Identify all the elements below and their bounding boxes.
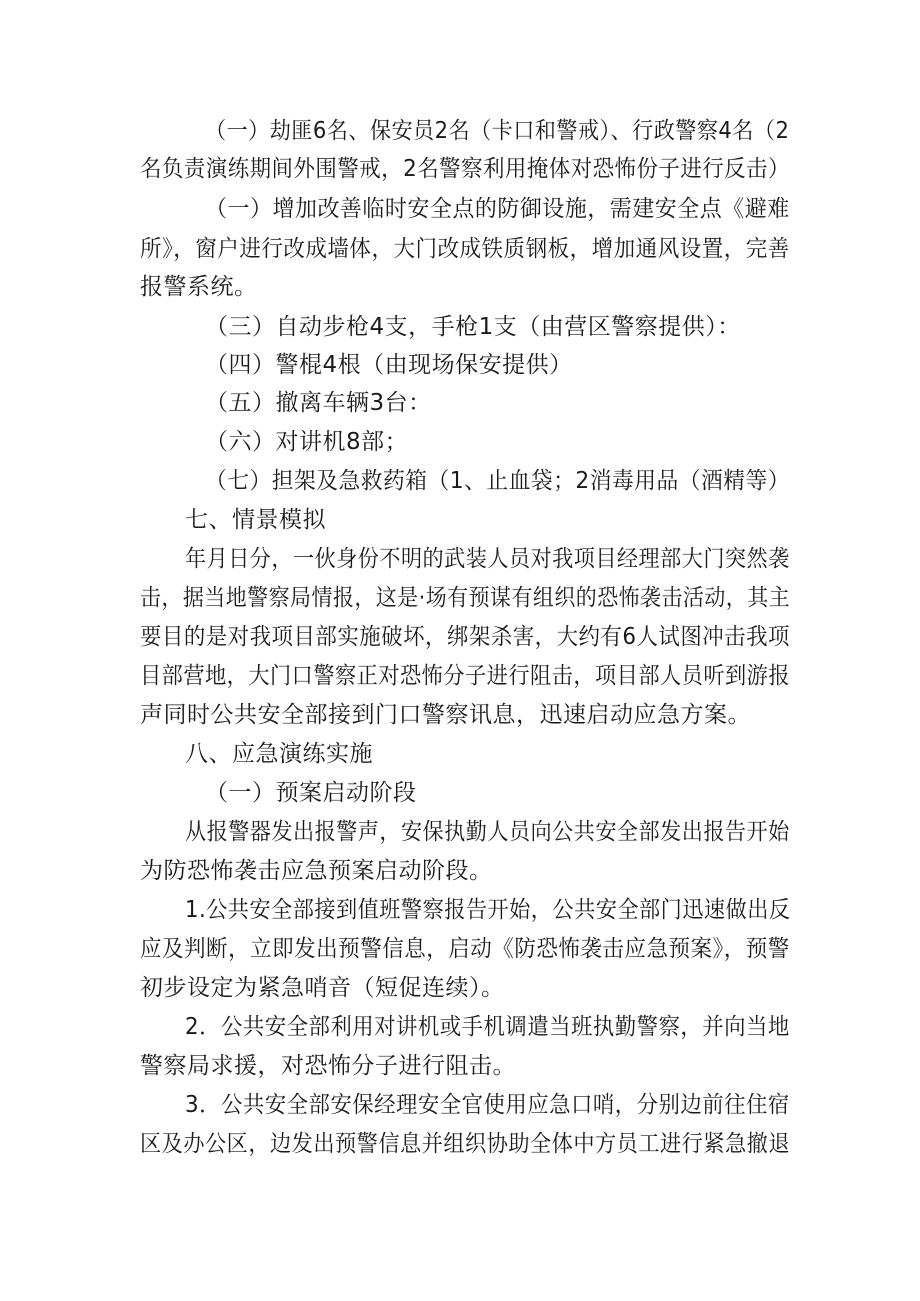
- paragraph-line: （一）增加改善临时安全点的防御设施，需建安全点《避难: [205, 196, 790, 222]
- paragraph-line: 3．公共安全部安保经理安全官使用应急口哨，分别边前往住宿: [185, 1092, 790, 1118]
- section-heading: 八、应急演练实施: [185, 741, 373, 767]
- paragraph-line: 击，据当地警察局情报，这是·场有预谋有组织的恐怖袭击活动，其主: [140, 585, 791, 611]
- paragraph-line: 报警系统。: [140, 274, 258, 300]
- paragraph-line: 1.公共安全部接到值班警察报告开始，公共安全部门迅速做出反: [185, 897, 791, 923]
- paragraph-line: （六）对讲机8部；: [205, 429, 409, 455]
- paragraph-line: 初步设定为紧急哨音（短促连续）。: [140, 975, 505, 1001]
- paragraph-line: 警察局求援，对恐怖分子进行阻击。: [140, 1053, 516, 1079]
- paragraph-line: 从报警器发出报警声，安保执勤人员向公共安全部发出报告开始: [185, 819, 790, 845]
- paragraph-line: 声同时公共安全部接到门口警察讯息，迅速启动应急方案。: [140, 702, 751, 728]
- paragraph-line: 所》，窗户进行改成墙体，大门改成铁质钢板，增加通风设置，完善: [140, 236, 790, 262]
- paragraph-line: 目部营地，大门口警察正对恐怖分子进行阻击，项目部人员听到游报: [140, 663, 791, 689]
- subsection-heading: （一）预案启动阶段: [205, 780, 417, 806]
- paragraph-line: 名负责演练期间外围警戒，2名警察利用掩体对恐怖份子进行反击）: [140, 156, 790, 182]
- paragraph-line: 应及判断，立即发出预警信息，启动《防恐怖袭击应急预案》，预警: [140, 936, 790, 962]
- paragraph-line: 区及办公区，边发出预警信息并组织协助全体中方员工进行紧急撤退: [140, 1131, 791, 1157]
- paragraph-line: 要目的是对我项目部实施破坏，绑架杀害，大约有6人试图冲击我项: [140, 624, 790, 650]
- paragraph-line: （三）自动步枪4支，手枪1支（由营区警察提供）：: [205, 314, 741, 340]
- paragraph-line: （一）劫匪6名、保安员2名（卡口和警戒）、行政警察4名（2: [205, 118, 790, 144]
- paragraph-line: （四）警棍4根（由现场保安提供）: [205, 352, 573, 378]
- section-heading: 七、情景模拟: [185, 507, 326, 533]
- paragraph-line: （五）撤离车辆3台：: [205, 390, 432, 416]
- paragraph-line: 为防恐怖袭击应急预案启动阶段。: [140, 858, 493, 884]
- paragraph-line: 年月日分，一伙身份不明的武装人员对我项目经理部大门突然袭: [185, 546, 790, 572]
- paragraph-line: （七）担架及急救药箱（1、止血袋；2消毒用品（酒精等）: [205, 468, 791, 494]
- paragraph-line: 2．公共安全部利用对讲机或手机调遣当班执勤警察，并向当地: [185, 1014, 790, 1040]
